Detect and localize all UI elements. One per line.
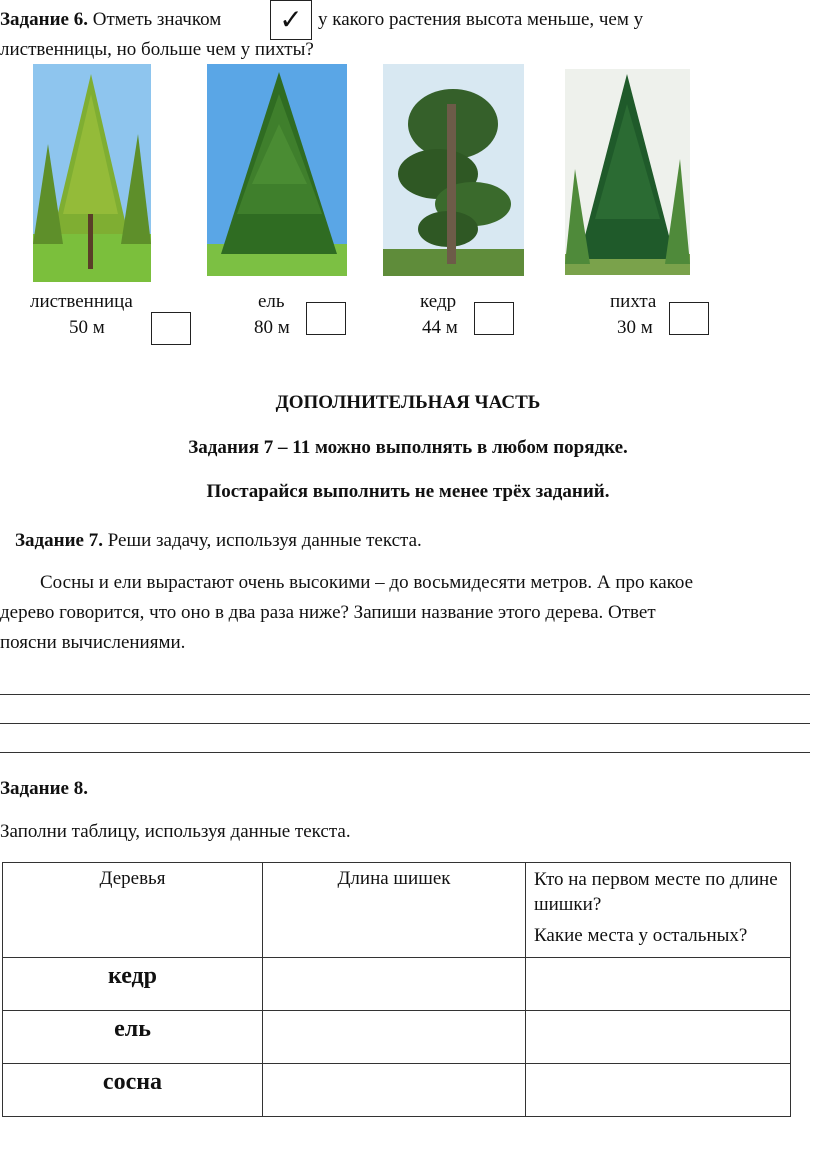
task8-instruction: Заполни таблицу, используя данные текста. — [0, 821, 351, 842]
tree-height-cedar: 44 м — [422, 317, 458, 338]
cell-cone-length-spruce[interactable] — [263, 1011, 526, 1064]
cell-place-cedar[interactable] — [526, 958, 791, 1011]
cell-place-pine[interactable] — [526, 1064, 791, 1117]
tree-name-larch: лиственница — [30, 291, 133, 312]
task8-label: Задание 8. — [0, 778, 88, 799]
answer-line-2[interactable] — [0, 723, 810, 724]
header-trees: Деревья — [3, 863, 263, 958]
task7-text-line3: поясни вычислениями. — [0, 632, 186, 653]
row-name-spruce: ель — [3, 1011, 263, 1064]
answer-checkbox-larch[interactable] — [151, 312, 191, 345]
spruce-tree-photo — [207, 64, 347, 276]
row-name-cedar: кедр — [3, 958, 263, 1011]
header-cone-length: Длина шишек — [263, 863, 526, 958]
answer-line-3[interactable] — [0, 752, 810, 753]
tree-height-spruce: 80 м — [254, 317, 290, 338]
task7-label: Задание 7. — [15, 530, 103, 551]
answer-checkbox-fir[interactable] — [669, 302, 709, 335]
tree-height-fir: 30 м — [617, 317, 653, 338]
task7-text-line2: дерево говорится, что оно в два раза ниже? Запиши название этого дерева. Ответ — [0, 602, 656, 623]
task6-line1 — [0, 5, 221, 35]
tree-name-spruce: ель — [258, 291, 285, 312]
cell-cone-length-cedar[interactable] — [263, 958, 526, 1011]
fir-tree-photo — [565, 69, 690, 275]
header-first-place: Кто на первом месте по длине шишки? — [534, 869, 778, 915]
table-row — [3, 1011, 791, 1064]
task6-label: Задание 6. — [0, 9, 88, 30]
task6-text-after: у какого растения высота меньше, чем у — [318, 9, 644, 30]
cell-cone-length-pine[interactable] — [263, 1064, 526, 1117]
header-places — [526, 863, 791, 958]
answer-checkbox-spruce[interactable] — [306, 302, 346, 335]
extra-note-order: Задания 7 – 11 можно выполнять в любом порядке. — [188, 437, 628, 458]
row-name-pine: сосна — [3, 1064, 263, 1117]
table-row — [3, 1064, 791, 1117]
check-mark-icon: ✓ — [270, 0, 312, 40]
header-other-places: Какие места у остальных? — [534, 925, 748, 947]
task7-heading — [15, 526, 422, 556]
tree-height-larch: 50 м — [69, 317, 105, 338]
trees-table — [2, 862, 791, 1117]
table-header-row — [3, 863, 791, 958]
task7-text-line1: Сосны и ели вырастают очень высокими – до восьмидесяти метров. А про какое — [40, 572, 694, 593]
cell-place-spruce[interactable] — [526, 1011, 791, 1064]
answer-line-1[interactable] — [0, 694, 810, 695]
larch-tree-photo — [33, 64, 151, 282]
table-row — [3, 958, 791, 1011]
extra-part-title: ДОПОЛНИТЕЛЬНАЯ ЧАСТЬ — [275, 392, 541, 413]
task6-text-before: Отметь значком — [92, 9, 222, 30]
task7-instruction: Реши задачу, используя данные текста. — [107, 530, 422, 551]
tree-name-cedar: кедр — [420, 291, 457, 312]
cedar-tree-photo — [383, 64, 524, 276]
tree-name-fir: пихта — [610, 291, 657, 312]
extra-note-minimum: Постарайся выполнить не менее трёх заданий. — [206, 481, 610, 502]
answer-checkbox-cedar[interactable] — [474, 302, 514, 335]
task6-line2: лиственницы, но больше чем у пихты? — [0, 39, 314, 60]
